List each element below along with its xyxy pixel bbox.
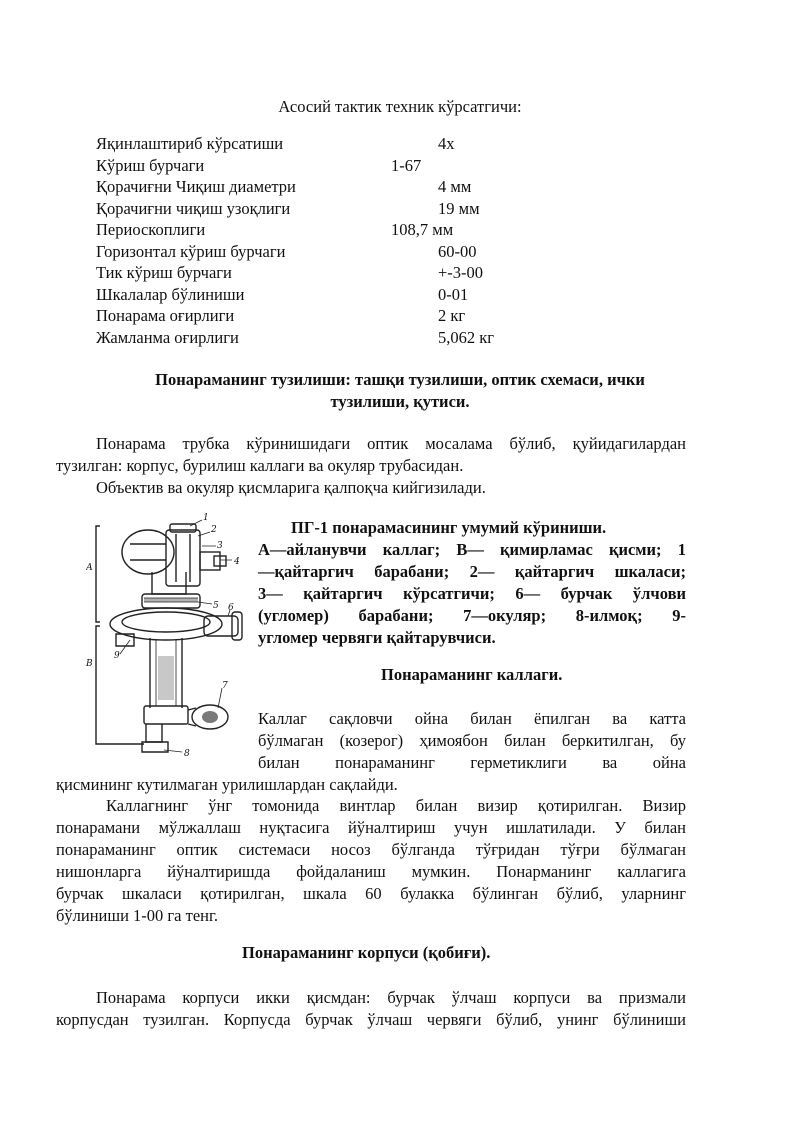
- spec-value: 108,7 мм: [391, 220, 454, 239]
- spec-value: 5,062 кг: [438, 328, 495, 347]
- paragraph-line: корпусдан тузилган. Корпусда бурчак ўлчаш червяги бўлиб, унинг бўлиниши: [56, 1010, 686, 1029]
- section-heading: Понараманинг каллаги.: [381, 665, 563, 684]
- spec-value: +-3-00: [438, 263, 484, 282]
- section-heading: Понараманинг тузилиши: ташқи тузилиши, оптик схемаси, ички: [155, 370, 645, 389]
- spec-label: Яқинлаштириб кўрсатиши: [96, 134, 284, 153]
- paragraph-line: қисмининг кутилмаган урилишлардан сақлайди.: [56, 775, 398, 794]
- paragraph-line: Понарама трубка кўринишидаги оптик мосалама бўлиб, қуйидагилардан: [96, 434, 686, 453]
- figure-label-6: 6: [228, 603, 234, 613]
- spec-label: Қорачиғни Чиқиш диаметри: [96, 177, 296, 196]
- spec-value: 60-00: [438, 242, 477, 261]
- figure-caption-line: А—айланувчи каллаг; В— қимирламас қисми; 1: [258, 540, 686, 559]
- paragraph-line: Каллаг сақловчи ойна билан ёпилган ва катта: [258, 709, 686, 728]
- spec-label: Периоскоплиги: [96, 220, 206, 239]
- spec-value: 4х: [438, 134, 455, 153]
- figure-label-1: 1: [203, 513, 209, 523]
- paragraph-line: бурчак шкаласи қотирилган, шкала 60 булакка бўлинган бўлиб, уларнинг: [56, 884, 686, 903]
- paragraph-line: билан понараманинг герметиклиги ва ойна: [258, 753, 686, 772]
- figure-label-a: А: [86, 563, 93, 573]
- spec-label: Тик кўриш бурчаги: [96, 263, 232, 282]
- figure-label-2: 2: [211, 525, 217, 535]
- paragraph-line: бўлиниши 1-00 га тенг.: [56, 906, 219, 925]
- figure-label-5: 5: [213, 601, 219, 611]
- spec-label: Кўриш бурчаги: [96, 156, 205, 175]
- spec-value: 1-67: [391, 156, 422, 175]
- spec-value: 19 мм: [438, 199, 480, 218]
- figure-label-4: 4: [234, 557, 240, 567]
- figure-caption-line: угломер червяги қайтарувчиси.: [258, 628, 496, 647]
- spec-value: 0-01: [438, 285, 469, 304]
- section-heading: Понараманинг корпуси (қобиғи).: [242, 943, 491, 962]
- panorama-drawing: [86, 512, 246, 757]
- figure-label-8: 8: [184, 749, 190, 757]
- spec-title: Асосий тактик техник кўрсатгичи:: [278, 97, 522, 116]
- figure-caption-title: ПГ-1 понарамасининг умумий кўриниши.: [291, 518, 607, 537]
- paragraph-line: бўлмаган (козерог) ҳимоябон билан беркитилган, бу: [258, 731, 686, 750]
- paragraph-line: тузилган: корпус, бурилиш каллаги ва окуляр трубасидан.: [56, 456, 464, 475]
- spec-label: Қорачиғни чиқиш узоқлиги: [96, 199, 291, 218]
- paragraph-line: Каллагнинг ўнг томонида винтлар билан визир қотирилган. Визир: [106, 796, 686, 815]
- spec-value: 2 кг: [438, 306, 466, 325]
- section-heading: тузилиши, қутиси.: [330, 392, 470, 411]
- paragraph-line: Понарама корпуси икки қисмдан: бурчак ўлчаш корпуси ва призмали: [96, 988, 686, 1007]
- paragraph-line: понараманинг оптик системаси носоз бўлганда тўғридан тўғри бўлмаган: [56, 840, 686, 859]
- figure-label-7: 7: [222, 681, 228, 691]
- spec-value: 4 мм: [438, 177, 472, 196]
- figure-label-3: 3: [217, 541, 223, 551]
- paragraph-line: понарамани мўлжаллаш нуқтасига йўналтириш учун ишлатилади. У билан: [56, 818, 686, 837]
- paragraph-line: Объектив ва окуляр қисмларига қалпоқча кийгизилади.: [96, 478, 486, 497]
- panorama-figure: [86, 512, 246, 757]
- paragraph-line: нишонларга йўналтиришда фойдаланиш мумкин. Понарманинг каллагига: [56, 862, 686, 881]
- spec-label: Шкалалар бўлиниши: [96, 285, 245, 304]
- figure-caption-line: —қайтаргич барабани; 2— қайтаргич шкаласи;: [258, 562, 686, 581]
- spec-label: Понарама оғирлиги: [96, 306, 235, 325]
- figure-label-9: 9: [114, 651, 120, 661]
- spec-label: Жамланма оғирлиги: [96, 328, 239, 347]
- figure-label-b: В: [86, 659, 93, 669]
- figure-caption-line: (угломер) барабани; 7—окуляр; 8-илмоқ; 9-: [258, 606, 686, 625]
- figure-caption-line: 3— қайтаргич кўрсатгичи; 6— бурчак ўлчови: [258, 584, 686, 603]
- spec-label: Горизонтал кўриш бурчаги: [96, 242, 286, 261]
